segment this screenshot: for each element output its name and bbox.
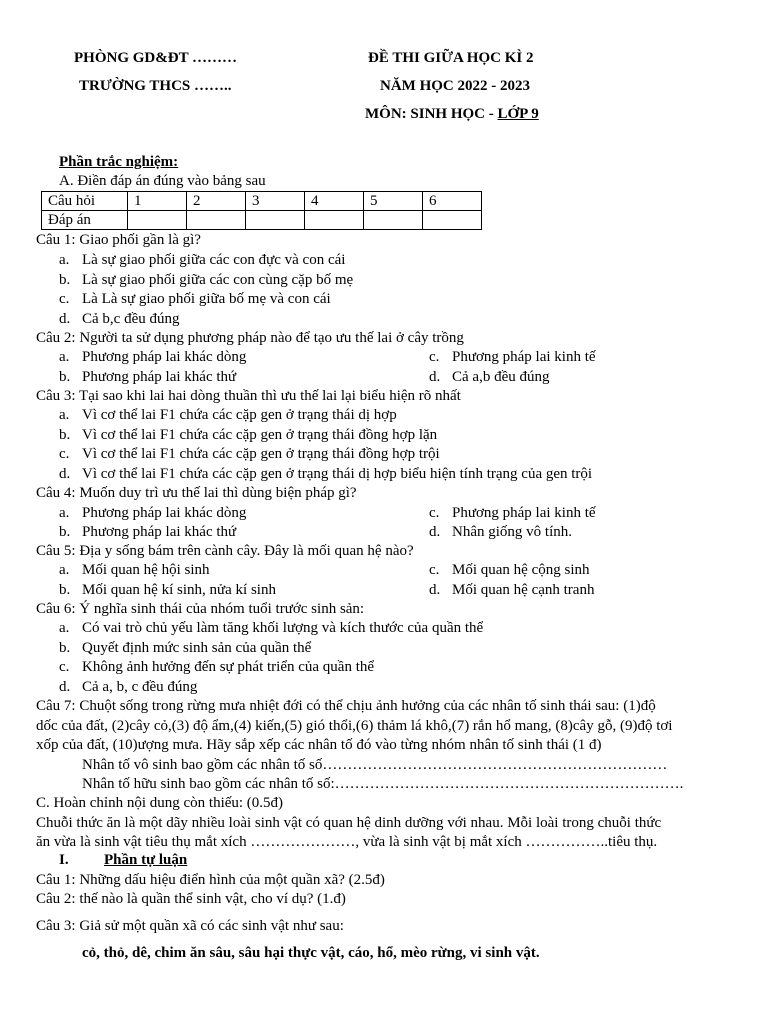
part2-numeral: I. (59, 852, 69, 868)
q4-option-b: Phương pháp lai khác thứ (82, 524, 237, 540)
option-letter: b. (59, 427, 71, 443)
part1-instruction: A. Điền đáp án đúng vào bảng sau (59, 173, 266, 189)
option-letter: a. (59, 562, 70, 578)
option-letter: d. (59, 466, 71, 482)
option-letter: d. (429, 524, 441, 540)
biotic-factors-blank[interactable]: Nhân tố hữu sinh bao gồm các nhân tố số:……………………………………………………………. (82, 776, 684, 792)
subject-label: MÔN: SINH HỌC - (365, 106, 498, 122)
school-year: NĂM HỌC 2022 - 2023 (380, 78, 530, 94)
q1-option-a: Là sự giao phối giữa các con đực và con cái (82, 252, 346, 268)
table-cell: 4 (305, 192, 364, 211)
q6-option-d: Cả a, b, c đều đúng (82, 679, 198, 695)
table-cell: 1 (128, 192, 187, 211)
option-letter: b. (59, 272, 71, 288)
option-letter: b. (59, 582, 71, 598)
q6-option-b: Quyết định mức sinh sản của quần thể (82, 640, 312, 656)
answer-cell-4[interactable] (305, 211, 364, 230)
table-cell: Câu hỏi (42, 192, 128, 211)
question-7-line-3: xốp của đất, (10)ượng mưa. Hãy sắp xếp các nhân tố đó vào từng nhóm nhân tố sinh thái (1 đ) (36, 737, 602, 753)
subject-line (365, 105, 539, 124)
option-letter: d. (59, 311, 71, 327)
q4-option-c: Phương pháp lai kinh tế (452, 505, 596, 521)
table-cell: Đáp án (42, 211, 128, 230)
exam-title: ĐỀ THI GIỮA HỌC KÌ 2 (368, 50, 534, 66)
q5-option-c: Mối quan hệ cộng sinh (452, 562, 590, 578)
food-chain-line-1: Chuỗi thức ăn là một dãy nhiều loài sinh vật có quan hệ dinh dưỡng với nhau. Mỗi loài trong chuỗi thức (36, 815, 662, 831)
table-cell: 5 (364, 192, 423, 211)
q2-option-a: Phương pháp lai khác dòng (82, 349, 247, 365)
essay-question-3: Câu 3: Giả sử một quần xã có các sinh vật như sau: (36, 918, 344, 934)
question-2: Câu 2: Người ta sử dụng phương pháp nào để tạo ưu thế lai ở cây trồng (36, 330, 464, 346)
q4-option-a: Phương pháp lai khác dòng (82, 505, 247, 521)
table-row (42, 192, 482, 211)
q3-option-c: Vì cơ thể lai F1 chứa các cặp gen ở trạng thái đồng hợp trội (82, 446, 440, 462)
q1-option-b: Là sự giao phối giữa các con cùng cặp bố mẹ (82, 272, 354, 288)
dept-heading: PHÒNG GD&ĐT ……… (74, 50, 238, 66)
option-letter: a. (59, 252, 70, 268)
table-cell: 2 (187, 192, 246, 211)
q6-option-a: Có vai trò chủ yếu làm tăng khối lượng và kích thước của quần thể (82, 620, 484, 636)
q2-option-c: Phương pháp lai kinh tế (452, 349, 596, 365)
option-letter: c. (59, 446, 70, 462)
option-letter: d. (59, 679, 71, 695)
q1-option-c: Là Là sự giao phối giữa bố mẹ và con cái (82, 291, 331, 307)
option-letter: c. (429, 349, 440, 365)
option-letter: d. (429, 369, 441, 385)
option-letter: c. (59, 659, 70, 675)
q3-option-b: Vì cơ thể lai F1 chứa các cặp gen ở trạng thái đồng hợp lặn (82, 427, 438, 443)
option-letter: a. (59, 349, 70, 365)
answer-cell-1[interactable] (128, 211, 187, 230)
q6-option-c: Không ảnh hưởng đến sự phát triển của quần thể (82, 659, 375, 675)
q2-option-b: Phương pháp lai khác thứ (82, 369, 237, 385)
answer-cell-6[interactable] (423, 211, 482, 230)
option-letter: a. (59, 407, 70, 423)
grade-label: LỚP 9 (497, 106, 539, 122)
q5-option-d: Mối quan hệ cạnh tranh (452, 582, 595, 598)
question-4: Câu 4: Muốn duy trì ưu thế lai thì dùng biện pháp gì? (36, 485, 357, 501)
question-5: Câu 5: Địa y sống bám trên cành cây. Đây là mối quan hệ nào? (36, 543, 414, 559)
table-cell: 3 (246, 192, 305, 211)
abiotic-factors-blank[interactable]: Nhân tố vô sinh bao gồm các nhân tố số…………………………………………………………… (82, 757, 668, 773)
q3-option-a: Vì cơ thể lai F1 chứa các cặp gen ở trạng thái dị hợp (82, 407, 397, 423)
food-chain-line-2[interactable]: ăn vừa là sinh vật tiêu thụ mắt xích …………………, vừa là sinh vật bị mắt xích ……………..tiêu thụ. (36, 834, 658, 850)
answer-cell-3[interactable] (246, 211, 305, 230)
option-letter: d. (429, 582, 441, 598)
question-7-line-1: Câu 7: Chuột sống trong rừng mưa nhiệt đới có thể chịu ảnh hưởng của các nhân tố sinh thái sau: (1)độ (36, 698, 656, 714)
option-letter: b. (59, 524, 71, 540)
answer-cell-2[interactable] (187, 211, 246, 230)
option-letter: a. (59, 505, 70, 521)
school-heading: TRƯỜNG THCS …….. (79, 78, 232, 94)
q4-option-d: Nhân giống vô tính. (452, 524, 572, 540)
option-letter: c. (429, 562, 440, 578)
question-7-line-2: dốc của đất, (2)cây cỏ,(3) độ ẩm,(4) kiến,(5) gió thổi,(6) thảm lá khô,(7) rắn hổ mang, (8)cây gỗ, (9)độ tơi (36, 718, 673, 734)
essay-question-1: Câu 1: Những dấu hiệu điển hình của một quần xã? (2.5đ) (36, 872, 385, 888)
answer-cell-5[interactable] (364, 211, 423, 230)
q1-option-d: Cả b,c đều đúng (82, 311, 180, 327)
table-row (42, 211, 482, 230)
answer-table (41, 191, 482, 230)
option-letter: c. (429, 505, 440, 521)
q5-option-a: Mối quan hệ hội sinh (82, 562, 210, 578)
option-letter: b. (59, 369, 71, 385)
option-letter: b. (59, 640, 71, 656)
q5-option-b: Mối quan hệ kí sinh, nửa kí sinh (82, 582, 276, 598)
organism-list: cỏ, thỏ, dê, chim ăn sâu, sâu hại thực vật, cáo, hổ, mèo rừng, vi sinh vật. (82, 945, 540, 961)
q2-option-d: Cả a,b đều đúng (452, 369, 550, 385)
q3-option-d: Vì cơ thể lai F1 chứa các cặp gen ở trạng thái dị hợp biểu hiện tính trạng của gen trội (82, 466, 593, 482)
question-1: Câu 1: Giao phối gần là gì? (36, 232, 201, 248)
option-letter: c. (59, 291, 70, 307)
question-6: Câu 6: Ý nghĩa sinh thái của nhóm tuổi trước sinh sản: (36, 601, 365, 617)
question-3: Câu 3: Tại sao khi lai hai dòng thuần thì ưu thế lai lại biểu hiện rõ nhất (36, 388, 461, 404)
essay-question-2: Câu 2: thế nào là quần thể sinh vật, cho ví dụ? (1.đ) (36, 891, 346, 907)
part1-title: Phần trắc nghiệm: (59, 154, 179, 170)
table-cell: 6 (423, 192, 482, 211)
part2-title: Phần tự luận (104, 852, 188, 868)
section-c-title: C. Hoàn chỉnh nội dung còn thiếu: (0.5đ) (36, 795, 284, 811)
option-letter: a. (59, 620, 70, 636)
